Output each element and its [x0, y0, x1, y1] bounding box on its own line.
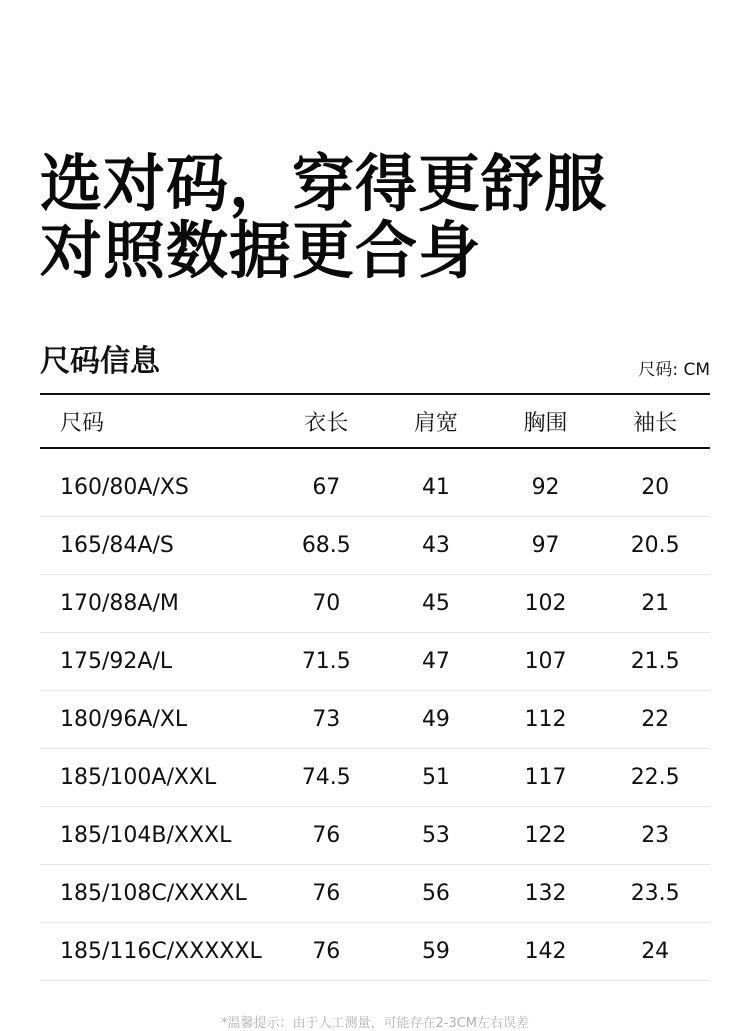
cell-length: 67	[312, 475, 341, 500]
header-sleeve: 袖长	[633, 410, 678, 436]
cell-chest: 122	[524, 823, 567, 848]
cell-length: 76	[312, 881, 341, 906]
cell-shoulder: 49	[421, 707, 450, 732]
cell-length: 71.5	[301, 649, 351, 674]
table-header	[40, 393, 710, 449]
cell-shoulder: 47	[421, 649, 450, 674]
cell-sleeve: 23	[641, 823, 670, 848]
cell-size: 175/92A/L	[60, 649, 173, 674]
cell-shoulder: 59	[421, 939, 450, 964]
cell-length: 68.5	[301, 533, 351, 558]
cell-size: 185/108C/XXXXL	[60, 881, 247, 906]
cell-size: 185/104B/XXXL	[60, 823, 232, 848]
table-row	[40, 575, 710, 633]
header-size: 尺码	[60, 410, 105, 436]
hero-line-2: 对照数据更合身	[40, 214, 482, 287]
cell-shoulder: 51	[421, 765, 450, 790]
cell-length: 73	[312, 707, 341, 732]
hero-headline	[40, 147, 720, 287]
cell-sleeve: 20	[641, 475, 670, 500]
table-row	[40, 865, 710, 923]
cell-size: 170/88A/M	[60, 591, 179, 616]
table-row	[40, 633, 710, 691]
cell-sleeve: 22.5	[630, 765, 680, 790]
table-row	[40, 691, 710, 749]
cell-sleeve: 24	[641, 939, 670, 964]
table-row	[40, 449, 710, 517]
table-row	[40, 807, 710, 865]
header-length: 衣长	[304, 410, 349, 436]
cell-size: 165/84A/S	[60, 533, 174, 558]
cell-length: 70	[312, 591, 341, 616]
cell-length: 76	[312, 939, 341, 964]
hero-line-1: 选对码，穿得更舒服	[40, 147, 608, 220]
header-chest: 胸围	[523, 410, 568, 436]
size-info-header	[40, 336, 710, 384]
size-table	[40, 393, 710, 981]
header-shoulder: 肩宽	[413, 410, 458, 436]
cell-sleeve: 22	[641, 707, 670, 732]
cell-shoulder: 43	[421, 533, 450, 558]
cell-size: 180/96A/XL	[60, 707, 188, 732]
cell-shoulder: 56	[421, 881, 450, 906]
cell-chest: 142	[524, 939, 567, 964]
cell-shoulder: 41	[421, 475, 450, 500]
cell-chest: 92	[531, 475, 560, 500]
cell-chest: 102	[524, 591, 567, 616]
cell-chest: 117	[524, 765, 567, 790]
cell-length: 76	[312, 823, 341, 848]
cell-chest: 112	[524, 707, 567, 732]
cell-size: 185/116C/XXXXXL	[60, 939, 262, 964]
cell-chest: 107	[524, 649, 567, 674]
unit-note: 尺码: CM	[638, 360, 710, 380]
table-row	[40, 749, 710, 807]
table-row	[40, 517, 710, 575]
cell-sleeve: 21.5	[630, 649, 680, 674]
cell-size: 185/100A/XXL	[60, 765, 217, 790]
cell-sleeve: 23.5	[630, 881, 680, 906]
cell-size: 160/80A/XS	[60, 475, 189, 500]
cell-chest: 97	[531, 533, 560, 558]
cell-sleeve: 20.5	[630, 533, 680, 558]
cell-sleeve: 21	[641, 591, 670, 616]
measurement-disclaimer: *温馨提示：由于人工测量，可能存在2-3CM左右误差	[220, 1016, 530, 1031]
table-row	[40, 923, 710, 981]
cell-chest: 132	[524, 881, 567, 906]
cell-shoulder: 45	[421, 591, 450, 616]
cell-length: 74.5	[301, 765, 351, 790]
cell-shoulder: 53	[421, 823, 450, 848]
section-title: 尺码信息	[40, 344, 160, 379]
